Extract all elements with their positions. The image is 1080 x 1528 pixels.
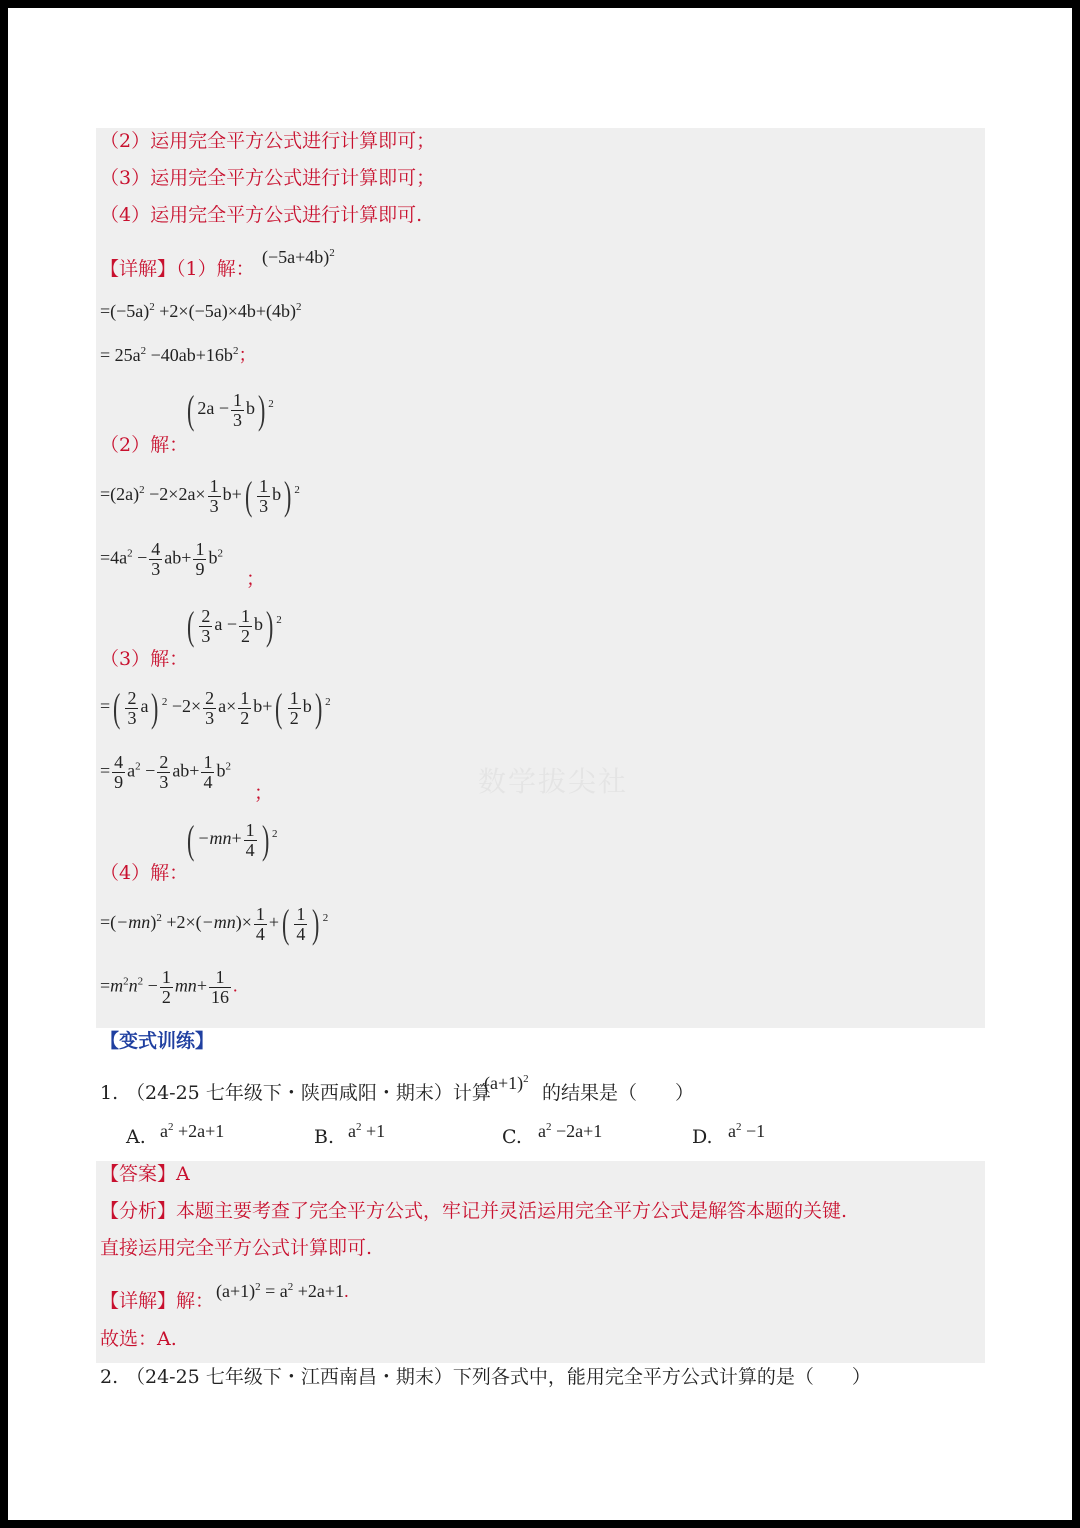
p2-label: （2）解： (100, 434, 189, 456)
p1-expr: $(-5a+4b)^2$ (262, 247, 335, 267)
p4-expr: ( −mn+ $\frac{1}{4}$ ) $^2$ (186, 817, 278, 862)
solution-block-2 (96, 1161, 985, 1363)
q2-stem: （24-25 七年级下・江西南昌・期末）下列各式中，能用完全平方公式计算的是（ ） (126, 1366, 871, 1388)
q1-option-c[interactable]: $a^2 -2a+1$ (538, 1121, 603, 1141)
q1-stem-a: （24-25 七年级下・陕西咸阳・期末）计算 (126, 1082, 491, 1104)
watermark: 数学拔尖社 (478, 765, 629, 798)
p1-step2: = $25a^2 -40ab+16b^2$； (100, 345, 257, 365)
q1-option-b[interactable]: $a^2 +1$ (348, 1121, 386, 1141)
q1-number: 1. (100, 1082, 119, 1104)
p2-step2: $=4a^2$ − $\frac{4}{3}$ ab+ $\frac{1}{9}$ $b^2$ (100, 539, 223, 579)
q1-choice: 故选：A. (100, 1328, 177, 1350)
p3-step1: =( $\frac{2}{3}$ a) $^2$ −2× $\frac{2}{3}$ a× $\frac{1}{2}$ b+( $\frac{1}{2}$ b) $^2$ (100, 685, 331, 730)
q1-option-d[interactable]: $a^2 -1$ (728, 1121, 766, 1141)
q1-expr: $(a+1)^2$ (484, 1073, 529, 1093)
q1-answer: 【答案】A (100, 1163, 190, 1185)
q1-option-b-label[interactable]: B. (314, 1126, 335, 1148)
q1-detail: 【详解】解： (100, 1290, 215, 1312)
q1-option-a-label[interactable]: A. (126, 1126, 146, 1148)
p4-label: （4）解： (100, 862, 189, 884)
q1-option-a[interactable]: $a^2 +2a+1$ (160, 1121, 225, 1141)
p3-label: （3）解： (100, 648, 189, 670)
document-page (8, 8, 1072, 1520)
p4-step2: $=m^2n^2$ − $\frac{1}{2}$ mn+ $\frac{1}{16}$ . (100, 967, 238, 1007)
hint-4: （4）运用完全平方公式进行计算即可. (100, 204, 423, 226)
p2-end: ； (246, 568, 266, 590)
q1-analysis-1: 【分析】本题主要考查了完全平方公式，牢记并灵活运用完全平方公式是解答本题的关键. (100, 1200, 848, 1222)
q1-option-c-label[interactable]: C. (502, 1126, 522, 1148)
q2-number: 2. (100, 1366, 119, 1388)
hint-2: （2）运用完全平方公式进行计算即可； (100, 130, 436, 152)
section-title: 【变式训练】 (100, 1030, 215, 1052)
hint-3: （3）运用完全平方公式进行计算即可； (100, 167, 436, 189)
p3-step2: = $\frac{4}{9}$ $a^2$ − $\frac{2}{3}$ ab+ $\frac{1}{4}$ $b^2$ (100, 752, 231, 792)
p2-step1: $=(2a)^2 -2\times 2a\times$ $\frac{1}{3}$ b+( $\frac{1}{3}$ b) $^2$ (100, 473, 300, 518)
p4-step1: $=(-mn)^2 +2\times(-mn)\times$ $\frac{1}{4}$ +( $\frac{1}{4}$ ) $^2$ (100, 901, 329, 946)
q1-stem-b: 的结果是（ ） (542, 1082, 695, 1104)
p1-step1: $=(-5a)^2 +2\times(-5a)\times 4b+(4b)^2$ (100, 301, 302, 321)
q1-option-d-label[interactable]: D. (692, 1126, 713, 1148)
p3-expr: ( $\frac{2}{3}$ a − $\frac{1}{2}$ b) $^2$ (186, 603, 282, 648)
p3-end: ； (254, 782, 274, 804)
detail-label: 【详解】（1）解： (100, 258, 255, 280)
p2-expr: ( 2a − $\frac{1}{3}$ b) $^2$ (186, 387, 274, 432)
q1-detail-expr: $(a+1)^2 = a^2 +2a+1$. (216, 1281, 349, 1301)
q1-analysis-2: 直接运用完全平方公式计算即可. (100, 1237, 373, 1259)
